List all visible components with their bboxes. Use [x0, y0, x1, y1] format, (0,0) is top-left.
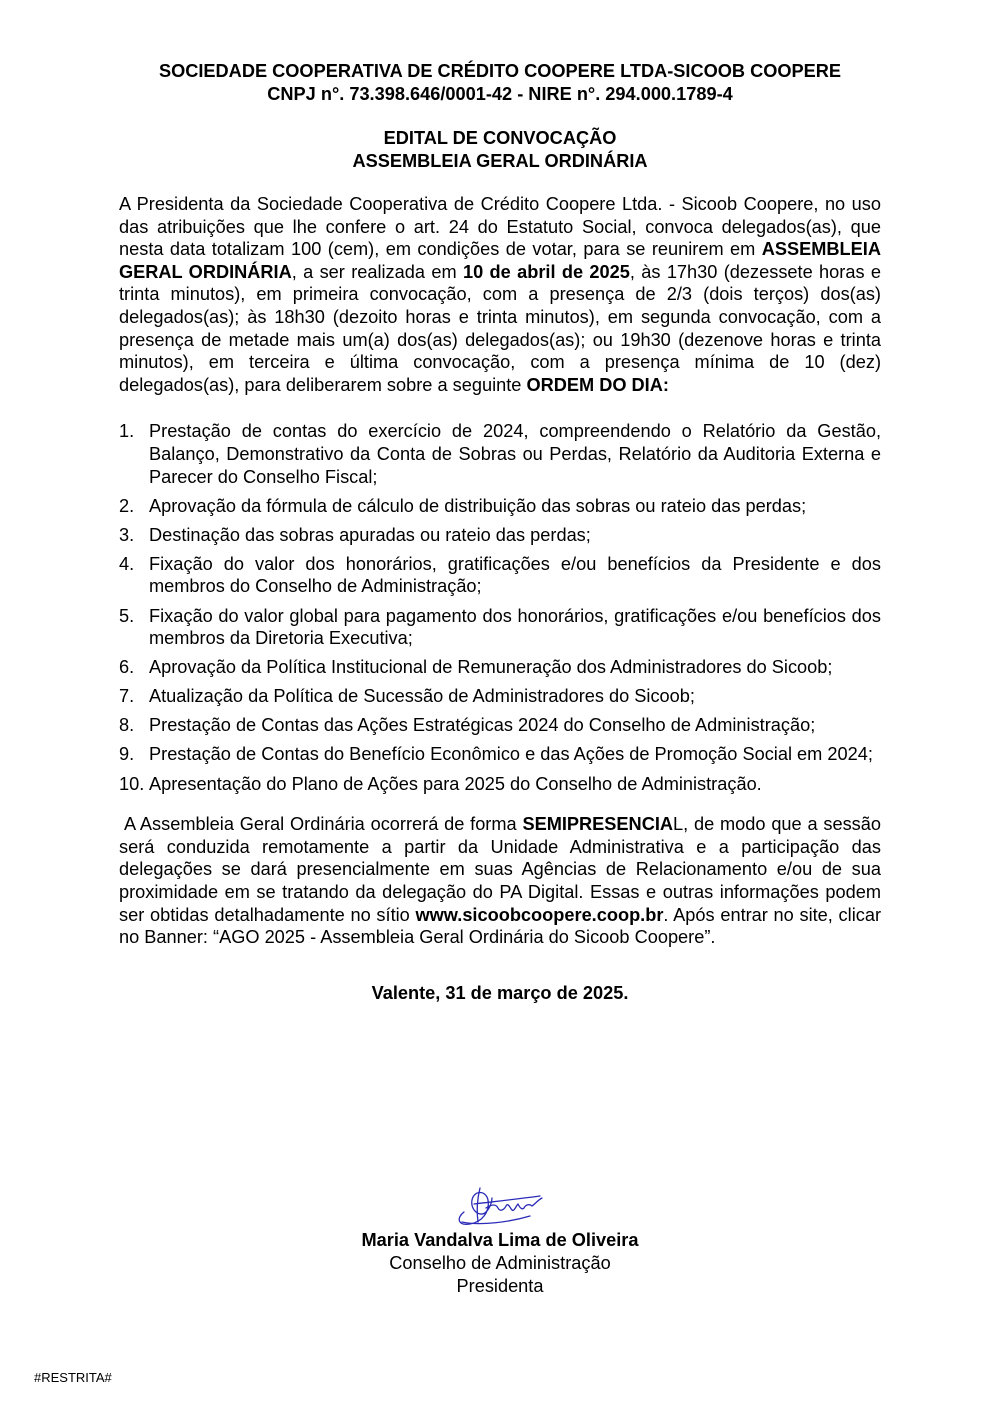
agenda-item-text: Fixação do valor dos honorários, gratificações e/ou benefícios da Presidente e dos membros do Conselho de Administração;: [149, 553, 881, 597]
classification-tag: #RESTRITA#: [34, 1370, 112, 1385]
company-header: [119, 60, 881, 106]
document-title: [119, 127, 881, 173]
agenda-item-number: 2.: [119, 495, 135, 516]
agenda-item: [119, 743, 881, 766]
agenda-item-number: 1.: [119, 421, 135, 442]
company-name: SOCIEDADE COOPERATIVA DE CRÉDITO COOPERE LTDA-SICOOB COOPERE: [158, 61, 842, 81]
agenda-item-text: Prestação de Contas das Ações Estratégicas 2024 do Conselho de Administração;: [149, 715, 816, 736]
agenda-item-text: Destinação das sobras apuradas ou rateio das perdas;: [149, 524, 591, 545]
closing-text-2: L, de modo que a sessão será conduzida remotamente a partir da Unidade Administrativa e a participação das delegações se dará presencialmente em suas Agências de Relacionamento e/ou de sua proximidade em se tratando da delegação do PA Digital. Essas e outras informações podem ser obtidas detalhadamente no sítio: [119, 814, 881, 925]
agenda-item-number: 4.: [119, 553, 135, 574]
agenda-item: [119, 524, 881, 547]
agenda-item: [119, 495, 881, 518]
agenda-item-text: Fixação do valor global para pagamento dos honorários, gratificações e/ou benefícios dos membros da Diretoria Executiva;: [149, 605, 881, 649]
closing-text-3: . Após entrar no site, clicar no Banner: “AGO 2025 - Assembleia Geral Ordinária do Sicoob Coopere”.: [119, 904, 882, 948]
document-page: [119, 60, 881, 1005]
agenda-item-text: Prestação de Contas do Benefício Econômico e das Ações de Promoção Social em 2024;: [149, 744, 873, 765]
agenda-item-number: 3.: [119, 524, 135, 545]
title-line-1: EDITAL DE CONVOCAÇÃO: [383, 128, 617, 148]
agenda-item: [119, 420, 881, 488]
closing-bold-format: SEMIPRESENCIA: [522, 814, 674, 835]
intro-bold-agenda: ORDEM DO DIA:: [526, 374, 669, 395]
intro-text-1: A Presidenta da Sociedade Cooperativa de Crédito Coopere Ltda. - Sicoob Coopere, no uso das atribuições que lhe confere o art. 24 do Estatuto Social, convoca delegados(as), que nesta data totalizam 100 (cem), em condições de votar, para se reunirem em: [119, 194, 881, 260]
company-registration: CNPJ n°. 73.398.646/0001-42 - NIRE n°. 294.000.1789-4: [267, 84, 733, 104]
closing-paragraph: [119, 813, 881, 949]
agenda-list: [119, 420, 881, 795]
intro-bold-assembly: ASSEMBLEIA GERAL ORDINÁRIA: [119, 239, 881, 282]
signer-role: Conselho de Administração: [389, 1253, 611, 1273]
agenda-item: [119, 773, 881, 796]
intro-paragraph: [119, 193, 881, 396]
agenda-item-text: Atualização da Política de Sucessão de Administradores do Sicoob;: [149, 686, 695, 707]
signer-block: [300, 1229, 700, 1298]
agenda-item-number: 10.: [119, 773, 145, 794]
agenda-item-text: Prestação de contas do exercício de 2024, compreendendo o Relatório da Gestão, Balanço, Demonstrativo da Conta de Sobras ou Perdas, Relatório da Auditoria Externa e Parecer do Conselho Fiscal;: [149, 421, 881, 487]
signer-name: Maria Vandalva Lima de Oliveira: [361, 1230, 639, 1250]
agenda-item: [119, 553, 881, 598]
place-and-date: Valente, 31 de março de 2025.: [371, 982, 629, 1003]
agenda-item-number: 6.: [119, 657, 135, 678]
agenda-item-number: 7.: [119, 686, 135, 707]
closing-text-1: A Assembleia Geral Ordinária ocorrerá de forma: [124, 814, 523, 835]
agenda-item-text: Apresentação do Plano de Ações para 2025 do Conselho de Administração.: [149, 773, 762, 794]
agenda-item: [119, 605, 881, 650]
title-line-2: ASSEMBLEIA GERAL ORDINÁRIA: [352, 151, 648, 171]
agenda-item-number: 8.: [119, 715, 135, 736]
agenda-item-number: 9.: [119, 744, 135, 765]
closing-website-link[interactable]: www.sicoobcoopere.coop.br: [415, 904, 664, 925]
agenda-item: [119, 656, 881, 679]
agenda-item-number: 5.: [119, 605, 135, 626]
agenda-item-text: Aprovação da fórmula de cálculo de distribuição das sobras ou rateio das perdas;: [149, 495, 807, 516]
agenda-item-text: Aprovação da Política Institucional de Remuneração dos Administradores do Sicoob;: [149, 657, 833, 678]
intro-text-3: , às 17h30 (dezessete horas e trinta minutos), em primeira convocação, com a presença de 2/3 (dois terços) dos(as) delegados(as); às 18h30 (dezoito horas e trinta minutos), em segunda convocação, com a presença de metade mais um(a) dos(as) delegados(as); ou 19h30 (dezenove horas e trinta minutos), em terceira e última convocação, com a presença mínima de 10 (dez) delegados(as), para deliberarem sobre a seguinte: [119, 261, 881, 395]
intro-text-2: , a ser realizada em: [291, 261, 463, 282]
handwritten-signature: [450, 1182, 550, 1232]
intro-bold-date: 10 de abril de 2025: [462, 261, 630, 282]
agenda-item: [119, 714, 881, 737]
signer-title: Presidenta: [456, 1276, 544, 1296]
agenda-item: [119, 685, 881, 708]
